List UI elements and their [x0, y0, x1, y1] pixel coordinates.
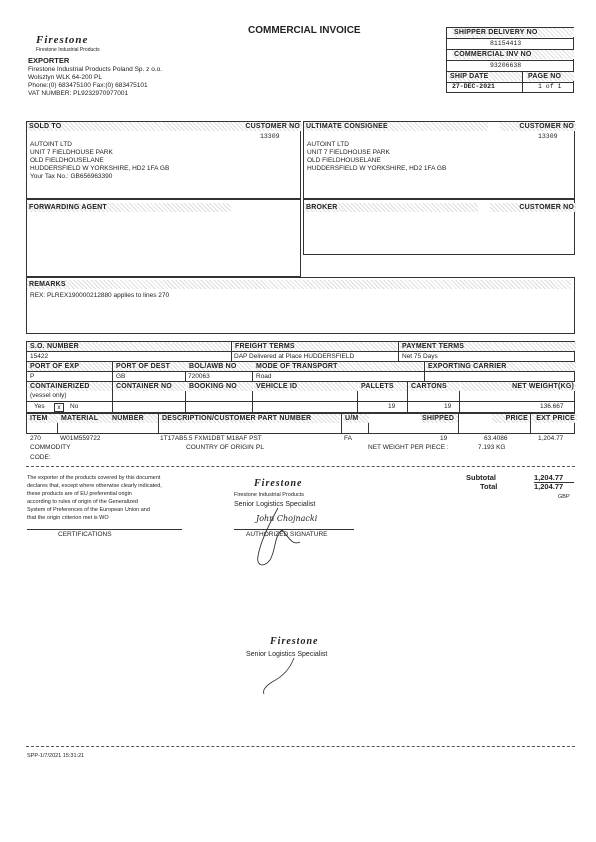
row-um: FA: [344, 435, 352, 442]
consignee-line: OLD FIELDHOUSELANE: [307, 157, 381, 164]
col-shipped: SHIPPED: [420, 414, 458, 423]
footer-text: SPP-1/7/2021 15:31:21: [27, 753, 85, 759]
sold-to-customer-label: CUSTOMER NO: [230, 122, 302, 131]
brand-subtitle: Firestone Industrial Products: [36, 47, 100, 53]
exporter-line: Firestone Industrial Products Poland Sp. z o.o.: [28, 66, 163, 73]
row-item: 270: [30, 435, 41, 442]
remarks-label: REMARKS: [27, 280, 571, 289]
mode-of-transport: Road: [256, 373, 272, 380]
containerized-label: CONTAINERIZED: [28, 382, 112, 391]
row-description: 1T17AB5.5 FXM1DBT M18AF PST: [160, 435, 262, 442]
signature-scribble: [248, 506, 318, 572]
footer-separator: [26, 746, 575, 747]
port-of-exp: P: [30, 373, 35, 380]
consignee-label: ULTIMATE CONSIGNEE: [304, 122, 488, 131]
delivery-no-label: SHIPPER DELIVERY NO: [452, 28, 574, 37]
forwarding-agent-label: FORWARDING AGENT: [27, 203, 231, 212]
page-no: 1 of 1: [538, 83, 562, 90]
consignee-customer-label: CUSTOMER NO: [500, 122, 576, 131]
so-number: 15422: [30, 353, 49, 360]
port-of-dest: GB: [116, 373, 126, 380]
broker-label: BROKER: [304, 203, 478, 212]
col-material: MATERIAL: [59, 414, 111, 423]
sold-to-label: SOLD TO: [27, 122, 231, 131]
containerized-no: No: [70, 403, 79, 410]
sold-to-line: HUDDERSFIELD W YORKSHIRE, HD2 1FA GB: [30, 165, 170, 172]
row-ext-price: 1,204.77: [538, 435, 564, 442]
bol-awb-label: BOL/AWB NO: [187, 362, 253, 371]
signer-name: John Chojnacki: [256, 514, 318, 523]
freight-terms-label: FREIGHT TERMS: [233, 342, 397, 351]
vehicle-id-label: VEHICLE ID: [254, 382, 358, 391]
stamp-title: Senior Logistics Specialist: [246, 651, 328, 658]
consignee-line: AUTOINT LTD: [307, 141, 349, 148]
code-label: CODE:: [30, 454, 51, 461]
stamp-scribble: [250, 656, 310, 696]
brand-logo: Firestone: [36, 34, 89, 46]
booking-no-label: BOOKING NO: [187, 382, 253, 391]
delivery-no: 81154413: [490, 40, 522, 47]
invoice-no-label: COMMERCIAL INV NO: [452, 50, 574, 59]
origin-value: PL: [256, 444, 264, 451]
exporting-carrier-label: EXPORTING CARRIER: [426, 362, 576, 371]
total-label: Total: [480, 482, 498, 491]
net-weight-piece-value: 7.193 KG: [478, 444, 506, 451]
container-no-label: CONTAINER NO: [114, 382, 186, 391]
sold-to-line: AUTOINT LTD: [30, 141, 72, 148]
col-ext-price: EXT PRICE: [532, 414, 577, 423]
currency: GBP: [558, 494, 570, 500]
containerized-sub: (vessel only): [30, 392, 67, 399]
sold-to-line: Your Tax No.: GB656963390: [30, 173, 113, 180]
signature-brand: Firestone: [254, 478, 303, 489]
authorized-signature-label: AUTHORIZED SIGNATURE: [246, 531, 328, 538]
ship-date: 27-DEC-2021: [452, 83, 495, 90]
net-weight-label: NET WEIGHT(KG): [461, 382, 576, 391]
so-number-label: S.O. NUMBER: [28, 342, 230, 351]
origin-label: COUNTRY OF ORIGIN :: [186, 444, 258, 451]
total-value: 1,204.77: [534, 482, 564, 491]
exporter-line: Wolsztyn WLK 64-200 PL: [28, 74, 102, 81]
page-title: COMMERCIAL INVOICE: [248, 25, 361, 36]
col-number: NUMBER: [110, 414, 158, 423]
separator: [26, 466, 575, 467]
signature-company: Firestone Industrial Products: [234, 492, 305, 498]
pallets-label: PALLETS: [359, 382, 407, 391]
subtotal-value: 1,204.77: [534, 473, 564, 482]
consignee-line: UNIT 7 FIELDHOUSE PARK: [307, 149, 390, 156]
cartons-value: 19: [444, 403, 452, 410]
sold-to-line: OLD FIELDHOUSELANE: [30, 157, 104, 164]
cert-line: declares that, except where otherwise clearly indicated,: [27, 483, 162, 489]
signature-title: Senior Logistics Specialist: [234, 501, 316, 508]
payment-terms: Net 75 Days: [402, 353, 438, 360]
invoice-no: 93206638: [490, 62, 522, 69]
cert-line: according to rules of origin of the Generalized: [27, 499, 138, 505]
broker-customer-label: CUSTOMER NO: [490, 203, 576, 212]
sold-to-line: UNIT 7 FIELDHOUSE PARK: [30, 149, 113, 156]
cartons-label: CARTONS: [409, 382, 460, 391]
freight-terms: DAP Delivered at Place HUDDERSFIELD: [234, 353, 355, 360]
page-no-label: PAGE NO: [526, 72, 574, 81]
row-shipped: 19: [440, 435, 448, 442]
sold-to-customer-no: 13309: [260, 133, 280, 140]
mode-of-transport-label: MODE OF TRANSPORT: [254, 362, 423, 371]
certifications-label: CERTIFICATIONS: [58, 531, 112, 538]
port-of-exp-label: PORT OF EXP: [28, 362, 112, 371]
cert-line: The exporter of the products covered by this document: [27, 475, 161, 481]
col-price: PRICE: [492, 414, 530, 423]
col-description: DESCRIPTION/CUSTOMER PART NUMBER: [160, 414, 340, 423]
remarks-text: REX: PLREX190000212880 applies to lines 270: [30, 292, 170, 299]
subtotal-label: Subtotal: [466, 473, 496, 482]
exporter-line: VAT NUMBER: PL9232970977001: [28, 90, 129, 97]
exporter-line: Phone:(0) 683475100 Fax:(0) 683475101: [28, 82, 148, 89]
consignee-line: HUDDERSFIELD W YORKSHIRE, HD2 1FA GB: [307, 165, 447, 172]
pallets-value: 19: [388, 403, 396, 410]
net-weight-piece-label: NET WEIGHT PER PIECE :: [368, 444, 449, 451]
stamp-brand: Firestone: [270, 636, 319, 647]
containerized-yes: Yes: [34, 403, 45, 410]
col-um: U/M: [343, 414, 369, 423]
port-of-dest-label: PORT OF DEST: [114, 362, 186, 371]
ship-date-label: SHIP DATE: [448, 72, 522, 81]
payment-terms-label: PAYMENT TERMS: [400, 342, 576, 351]
cert-line: System of Preferences of the European Union and: [27, 507, 150, 513]
bol-awb-no: 720063: [188, 373, 210, 380]
cert-line: these products are of EU preferential origin: [27, 491, 132, 497]
consignee-customer-no: 13309: [538, 133, 558, 140]
cert-line: that the origin criterion met is WO: [27, 515, 109, 521]
row-material: W01M559722: [60, 435, 101, 442]
commodity-label: COMMODITY: [30, 444, 71, 451]
net-weight-value: 136.667: [540, 403, 564, 410]
row-price: 63.4086: [484, 435, 508, 442]
exporter-label: EXPORTER: [28, 56, 70, 65]
containerized-checkbox[interactable]: x: [54, 403, 64, 412]
col-item: ITEM: [28, 414, 58, 423]
